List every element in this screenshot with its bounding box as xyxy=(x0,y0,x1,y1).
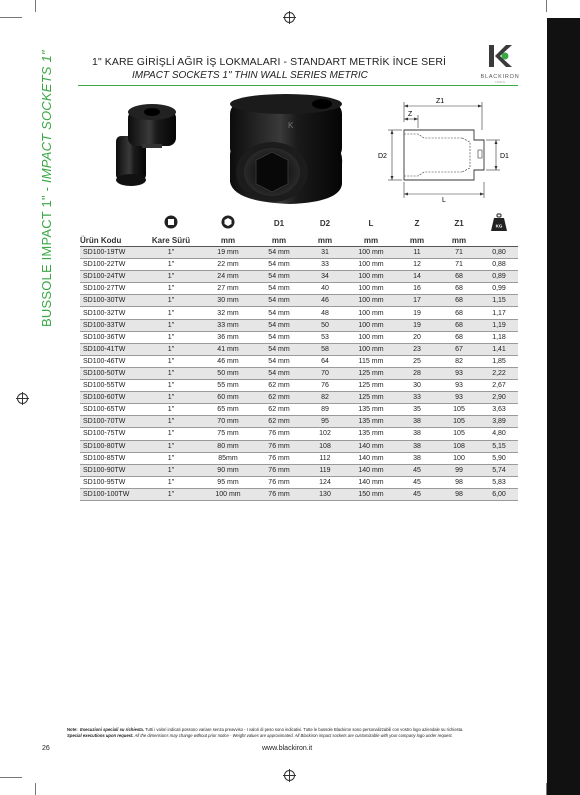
cell-z1: 82 xyxy=(438,355,480,367)
cell-drive: 1" xyxy=(140,283,202,295)
label-z: Z xyxy=(408,111,413,118)
cell-size: 46 mm xyxy=(202,355,254,367)
table-row xyxy=(80,355,518,367)
cell-drive: 1" xyxy=(140,404,202,416)
cell-code: SD100-24TW xyxy=(80,271,140,283)
cell-drive: 1" xyxy=(140,440,202,452)
cell-z: 38 xyxy=(396,416,438,428)
cell-d2: 119 xyxy=(304,464,346,476)
cell-d2: 53 xyxy=(304,331,346,343)
cell-size: 27 mm xyxy=(202,283,254,295)
cell-d2: 50 xyxy=(304,319,346,331)
cell-code: SD100-41TW xyxy=(80,343,140,355)
cell-d1: 76 mm xyxy=(254,440,304,452)
cell-drive: 1" xyxy=(140,307,202,319)
cell-d1: 76 mm xyxy=(254,476,304,488)
cell-drive: 1" xyxy=(140,295,202,307)
cell-size: 70 mm xyxy=(202,416,254,428)
header-z: Z xyxy=(414,218,420,228)
cell-z1: 100 xyxy=(438,452,480,464)
cell-d1: 54 mm xyxy=(254,367,304,379)
dimension-diagram xyxy=(378,94,518,204)
cell-weight: 2,90 xyxy=(480,392,518,404)
cell-weight: 2,22 xyxy=(480,367,518,379)
label-l: L xyxy=(442,197,446,204)
cell-l: 100 mm xyxy=(346,259,396,271)
cell-weight: 0,88 xyxy=(480,259,518,271)
cell-d1: 76 mm xyxy=(254,428,304,440)
cell-z1: 98 xyxy=(438,476,480,488)
cell-drive: 1" xyxy=(140,259,202,271)
table-row xyxy=(80,452,518,464)
cell-z1: 68 xyxy=(438,283,480,295)
cell-z: 12 xyxy=(396,259,438,271)
brand-tagline: TOOLS xyxy=(494,80,506,84)
cell-d1: 76 mm xyxy=(254,488,304,500)
cell-weight: 4,80 xyxy=(480,428,518,440)
cell-weight: 5,83 xyxy=(480,476,518,488)
cell-d1: 62 mm xyxy=(254,416,304,428)
table-row xyxy=(80,488,518,500)
cell-weight: 0,89 xyxy=(480,271,518,283)
cell-z1: 68 xyxy=(438,295,480,307)
cell-d1: 54 mm xyxy=(254,319,304,331)
side-title-italic: IMPACT SOCKETS 1" xyxy=(39,50,54,184)
cell-d1: 62 mm xyxy=(254,392,304,404)
cell-z: 38 xyxy=(396,440,438,452)
cell-d1: 54 mm xyxy=(254,355,304,367)
cell-drive: 1" xyxy=(140,392,202,404)
cell-z1: 71 xyxy=(438,247,480,259)
cell-z1: 98 xyxy=(438,488,480,500)
cell-code: SD100-95TW xyxy=(80,476,140,488)
cell-d2: 130 xyxy=(304,488,346,500)
side-title xyxy=(39,50,54,327)
cell-l: 135 mm xyxy=(346,416,396,428)
table-row xyxy=(80,319,518,331)
cell-z: 11 xyxy=(396,247,438,259)
weight-icon xyxy=(480,212,518,234)
cell-z1: 105 xyxy=(438,416,480,428)
cell-d2: 48 xyxy=(304,307,346,319)
cell-weight: 5,90 xyxy=(480,452,518,464)
cell-d2: 34 xyxy=(304,271,346,283)
header-l: L xyxy=(368,218,374,228)
cell-drive: 1" xyxy=(140,271,202,283)
cell-z: 38 xyxy=(396,452,438,464)
table-row xyxy=(80,416,518,428)
cell-weight: 1,85 xyxy=(480,355,518,367)
cell-drive: 1" xyxy=(140,428,202,440)
cell-l: 125 mm xyxy=(346,380,396,392)
footnote xyxy=(67,727,529,739)
cell-d1: 54 mm xyxy=(254,247,304,259)
cell-d1: 54 mm xyxy=(254,271,304,283)
crop-mark xyxy=(35,783,36,795)
cell-d1: 76 mm xyxy=(254,464,304,476)
header-d1: D1 xyxy=(273,218,285,228)
cell-drive: 1" xyxy=(140,331,202,343)
cell-z1: 68 xyxy=(438,307,480,319)
spec-table xyxy=(80,212,518,501)
cell-z1: 105 xyxy=(438,404,480,416)
cell-drive: 1" xyxy=(140,319,202,331)
cell-z1: 71 xyxy=(438,259,480,271)
square-drive-icon xyxy=(140,212,202,234)
cell-z1: 68 xyxy=(438,271,480,283)
cell-code: SD100-22TW xyxy=(80,259,140,271)
cell-code: SD100-75TW xyxy=(80,428,140,440)
cell-l: 115 mm xyxy=(346,355,396,367)
cell-z: 45 xyxy=(396,476,438,488)
cell-code: SD100-90TW xyxy=(80,464,140,476)
cell-z1: 93 xyxy=(438,392,480,404)
cell-d2: 46 xyxy=(304,295,346,307)
cell-z: 45 xyxy=(396,464,438,476)
svg-text:KG: KG xyxy=(495,223,503,229)
cell-l: 100 mm xyxy=(346,307,396,319)
cell-z: 35 xyxy=(396,404,438,416)
header-blank xyxy=(480,234,518,247)
cell-l: 100 mm xyxy=(346,295,396,307)
table-header-top xyxy=(80,212,518,234)
note-en-text: All the dimensions may change without prior notice - Weight values are approximated. All Blackiron impact sockets are customizable with your company logo under request. xyxy=(133,733,453,738)
cell-drive: 1" xyxy=(140,488,202,500)
cell-drive: 1" xyxy=(140,452,202,464)
cell-d1: 54 mm xyxy=(254,343,304,355)
cell-size: 22 mm xyxy=(202,259,254,271)
cell-drive: 1" xyxy=(140,416,202,428)
cell-l: 100 mm xyxy=(346,319,396,331)
hex-icon xyxy=(202,212,254,234)
cell-d2: 40 xyxy=(304,283,346,295)
small-socket-image xyxy=(116,104,176,186)
cell-l: 125 mm xyxy=(346,392,396,404)
cell-weight: 3,63 xyxy=(480,404,518,416)
cell-d2: 33 xyxy=(304,259,346,271)
cell-weight: 1,41 xyxy=(480,343,518,355)
note-it-bold: Esecuzioni speciali su richiesta. xyxy=(80,727,145,732)
cell-weight: 5,74 xyxy=(480,464,518,476)
cell-l: 140 mm xyxy=(346,476,396,488)
cell-size: 85mm xyxy=(202,452,254,464)
cell-l: 140 mm xyxy=(346,440,396,452)
cell-l: 100 mm xyxy=(346,343,396,355)
cell-z1: 68 xyxy=(438,331,480,343)
header-unit: mm xyxy=(254,234,304,247)
cell-z: 17 xyxy=(396,295,438,307)
cell-code: SD100-70TW xyxy=(80,416,140,428)
cell-code: SD100-50TW xyxy=(80,367,140,379)
cell-z: 19 xyxy=(396,319,438,331)
page-title: 1" KARE GİRİŞLİ AĞIR İŞ LOKMALARI - STANDART METRİK İNCE SERİ xyxy=(92,56,447,68)
cell-code: SD100-46TW xyxy=(80,355,140,367)
header-blank xyxy=(80,212,140,234)
cell-code: SD100-27TW xyxy=(80,283,140,295)
right-edge-bar xyxy=(547,18,580,795)
cell-size: 60 mm xyxy=(202,392,254,404)
cell-z: 20 xyxy=(396,331,438,343)
cell-weight: 6,00 xyxy=(480,488,518,500)
cell-l: 135 mm xyxy=(346,428,396,440)
svg-text:K: K xyxy=(288,121,294,130)
table-row xyxy=(80,464,518,476)
cell-d1: 54 mm xyxy=(254,283,304,295)
cell-code: SD100-36TW xyxy=(80,331,140,343)
table-row xyxy=(80,404,518,416)
cell-z: 16 xyxy=(396,283,438,295)
cell-drive: 1" xyxy=(140,247,202,259)
cell-drive: 1" xyxy=(140,476,202,488)
cell-size: 75 mm xyxy=(202,428,254,440)
product-photo xyxy=(112,94,352,209)
cell-drive: 1" xyxy=(140,367,202,379)
cell-l: 135 mm xyxy=(346,404,396,416)
header-unit: mm xyxy=(202,234,254,247)
cell-size: 24 mm xyxy=(202,271,254,283)
table-row xyxy=(80,295,518,307)
header-z1: Z1 xyxy=(454,218,464,228)
cell-size: 80 mm xyxy=(202,440,254,452)
table-row xyxy=(80,307,518,319)
cell-d1: 54 mm xyxy=(254,259,304,271)
cell-d2: 102 xyxy=(304,428,346,440)
table-row xyxy=(80,343,518,355)
cell-size: 90 mm xyxy=(202,464,254,476)
cell-l: 100 mm xyxy=(346,331,396,343)
title-divider xyxy=(78,85,518,86)
cell-size: 30 mm xyxy=(202,295,254,307)
label-d1: D1 xyxy=(500,153,509,160)
cell-d2: 82 xyxy=(304,392,346,404)
cell-d2: 76 xyxy=(304,380,346,392)
header-d2: D2 xyxy=(319,218,331,228)
cell-l: 150 mm xyxy=(346,488,396,500)
cell-size: 19 mm xyxy=(202,247,254,259)
cell-code: SD100-32TW xyxy=(80,307,140,319)
cell-size: 36 mm xyxy=(202,331,254,343)
cell-z: 45 xyxy=(396,488,438,500)
cell-weight: 2,67 xyxy=(480,380,518,392)
cell-z1: 105 xyxy=(438,428,480,440)
table-row xyxy=(80,428,518,440)
registration-mark xyxy=(17,393,28,404)
table-row xyxy=(80,271,518,283)
cell-code: SD100-55TW xyxy=(80,380,140,392)
cell-code: SD100-30TW xyxy=(80,295,140,307)
cell-l: 100 mm xyxy=(346,283,396,295)
table-row xyxy=(80,247,518,259)
cell-weight: 0,80 xyxy=(480,247,518,259)
cell-code: SD100-19TW xyxy=(80,247,140,259)
crop-mark xyxy=(35,0,36,12)
cell-d2: 31 xyxy=(304,247,346,259)
cell-l: 125 mm xyxy=(346,367,396,379)
label-z1: Z1 xyxy=(436,98,445,105)
table-row xyxy=(80,476,518,488)
cell-d1: 62 mm xyxy=(254,380,304,392)
cell-weight: 1,15 xyxy=(480,295,518,307)
registration-mark xyxy=(284,12,295,23)
cell-drive: 1" xyxy=(140,464,202,476)
cell-code: SD100-33TW xyxy=(80,319,140,331)
cell-weight: 1,19 xyxy=(480,319,518,331)
cell-code: SD100-85TW xyxy=(80,452,140,464)
crop-mark xyxy=(0,17,22,18)
note-it-text: Tutti i valori indicati possono variare senza preavviso - I valori di peso sono indicativi. Tutte le bussole Blackiron sono personalizzabili con vostro logo aziendale su richiesta. xyxy=(144,727,464,732)
cell-size: 95 mm xyxy=(202,476,254,488)
table-row xyxy=(80,440,518,452)
cell-size: 33 mm xyxy=(202,319,254,331)
cell-z1: 68 xyxy=(438,319,480,331)
cell-weight: 5,15 xyxy=(480,440,518,452)
table-header-bottom xyxy=(80,234,518,247)
cell-d2: 124 xyxy=(304,476,346,488)
cell-size: 100 mm xyxy=(202,488,254,500)
large-socket-image xyxy=(230,94,342,204)
cell-d2: 112 xyxy=(304,452,346,464)
cell-l: 140 mm xyxy=(346,464,396,476)
cell-drive: 1" xyxy=(140,343,202,355)
cell-l: 140 mm xyxy=(346,452,396,464)
brand-mark-icon xyxy=(486,42,514,70)
cell-size: 41 mm xyxy=(202,343,254,355)
cell-weight: 1,17 xyxy=(480,307,518,319)
cell-z1: 99 xyxy=(438,464,480,476)
crop-mark xyxy=(546,0,547,12)
brand-logo xyxy=(477,42,523,84)
cell-z1: 93 xyxy=(438,367,480,379)
registration-mark xyxy=(284,770,295,781)
table-row xyxy=(80,380,518,392)
header-unit: mm xyxy=(438,234,480,247)
cell-l: 100 mm xyxy=(346,271,396,283)
cell-size: 32 mm xyxy=(202,307,254,319)
cell-code: SD100-60TW xyxy=(80,392,140,404)
cell-z: 28 xyxy=(396,367,438,379)
table-row xyxy=(80,392,518,404)
note-en-bold: Special executions upon request. xyxy=(67,733,134,738)
cell-d1: 54 mm xyxy=(254,331,304,343)
cell-z: 14 xyxy=(396,271,438,283)
cell-z1: 108 xyxy=(438,440,480,452)
cell-size: 50 mm xyxy=(202,367,254,379)
header-unit: mm xyxy=(396,234,438,247)
cell-z1: 93 xyxy=(438,380,480,392)
brand-name: BLACKIRON xyxy=(480,74,520,80)
website-link[interactable]: www.blackiron.it xyxy=(262,745,313,752)
cell-z1: 67 xyxy=(438,343,480,355)
cell-d2: 64 xyxy=(304,355,346,367)
cell-z: 30 xyxy=(396,380,438,392)
header-unit: mm xyxy=(346,234,396,247)
page-number: 26 xyxy=(42,745,50,752)
header-unit: mm xyxy=(304,234,346,247)
cell-drive: 1" xyxy=(140,380,202,392)
cell-z: 25 xyxy=(396,355,438,367)
cell-weight: 3,89 xyxy=(480,416,518,428)
table-row xyxy=(80,331,518,343)
cell-d2: 58 xyxy=(304,343,346,355)
note-label: Note: xyxy=(67,727,78,732)
cell-weight: 0,99 xyxy=(480,283,518,295)
page-subtitle: IMPACT SOCKETS 1" THIN WALL SERIES METRIC xyxy=(132,70,368,81)
cell-code: SD100-65TW xyxy=(80,404,140,416)
cell-d1: 62 mm xyxy=(254,404,304,416)
cell-d1: 54 mm xyxy=(254,307,304,319)
cell-z: 23 xyxy=(396,343,438,355)
cell-z: 19 xyxy=(396,307,438,319)
table-row xyxy=(80,367,518,379)
label-d2: D2 xyxy=(378,153,387,160)
cell-d2: 108 xyxy=(304,440,346,452)
cell-code: SD100-80TW xyxy=(80,440,140,452)
cell-l: 100 mm xyxy=(346,247,396,259)
cell-d2: 95 xyxy=(304,416,346,428)
cell-d2: 70 xyxy=(304,367,346,379)
cell-weight: 1,18 xyxy=(480,331,518,343)
cell-z: 33 xyxy=(396,392,438,404)
side-title-plain: BUSSOLE IMPACT 1" - xyxy=(39,183,54,327)
cell-d1: 54 mm xyxy=(254,295,304,307)
crop-mark xyxy=(0,777,22,778)
table-row xyxy=(80,283,518,295)
cell-d1: 76 mm xyxy=(254,452,304,464)
cell-size: 55 mm xyxy=(202,380,254,392)
header-square-drive: Kare Sürü xyxy=(140,234,202,247)
cell-z: 38 xyxy=(396,428,438,440)
header-product-code: Ürün Kodu xyxy=(80,234,140,247)
cell-size: 65 mm xyxy=(202,404,254,416)
cell-code: SD100-100TW xyxy=(80,488,140,500)
table-row xyxy=(80,259,518,271)
cell-d2: 89 xyxy=(304,404,346,416)
cell-drive: 1" xyxy=(140,355,202,367)
